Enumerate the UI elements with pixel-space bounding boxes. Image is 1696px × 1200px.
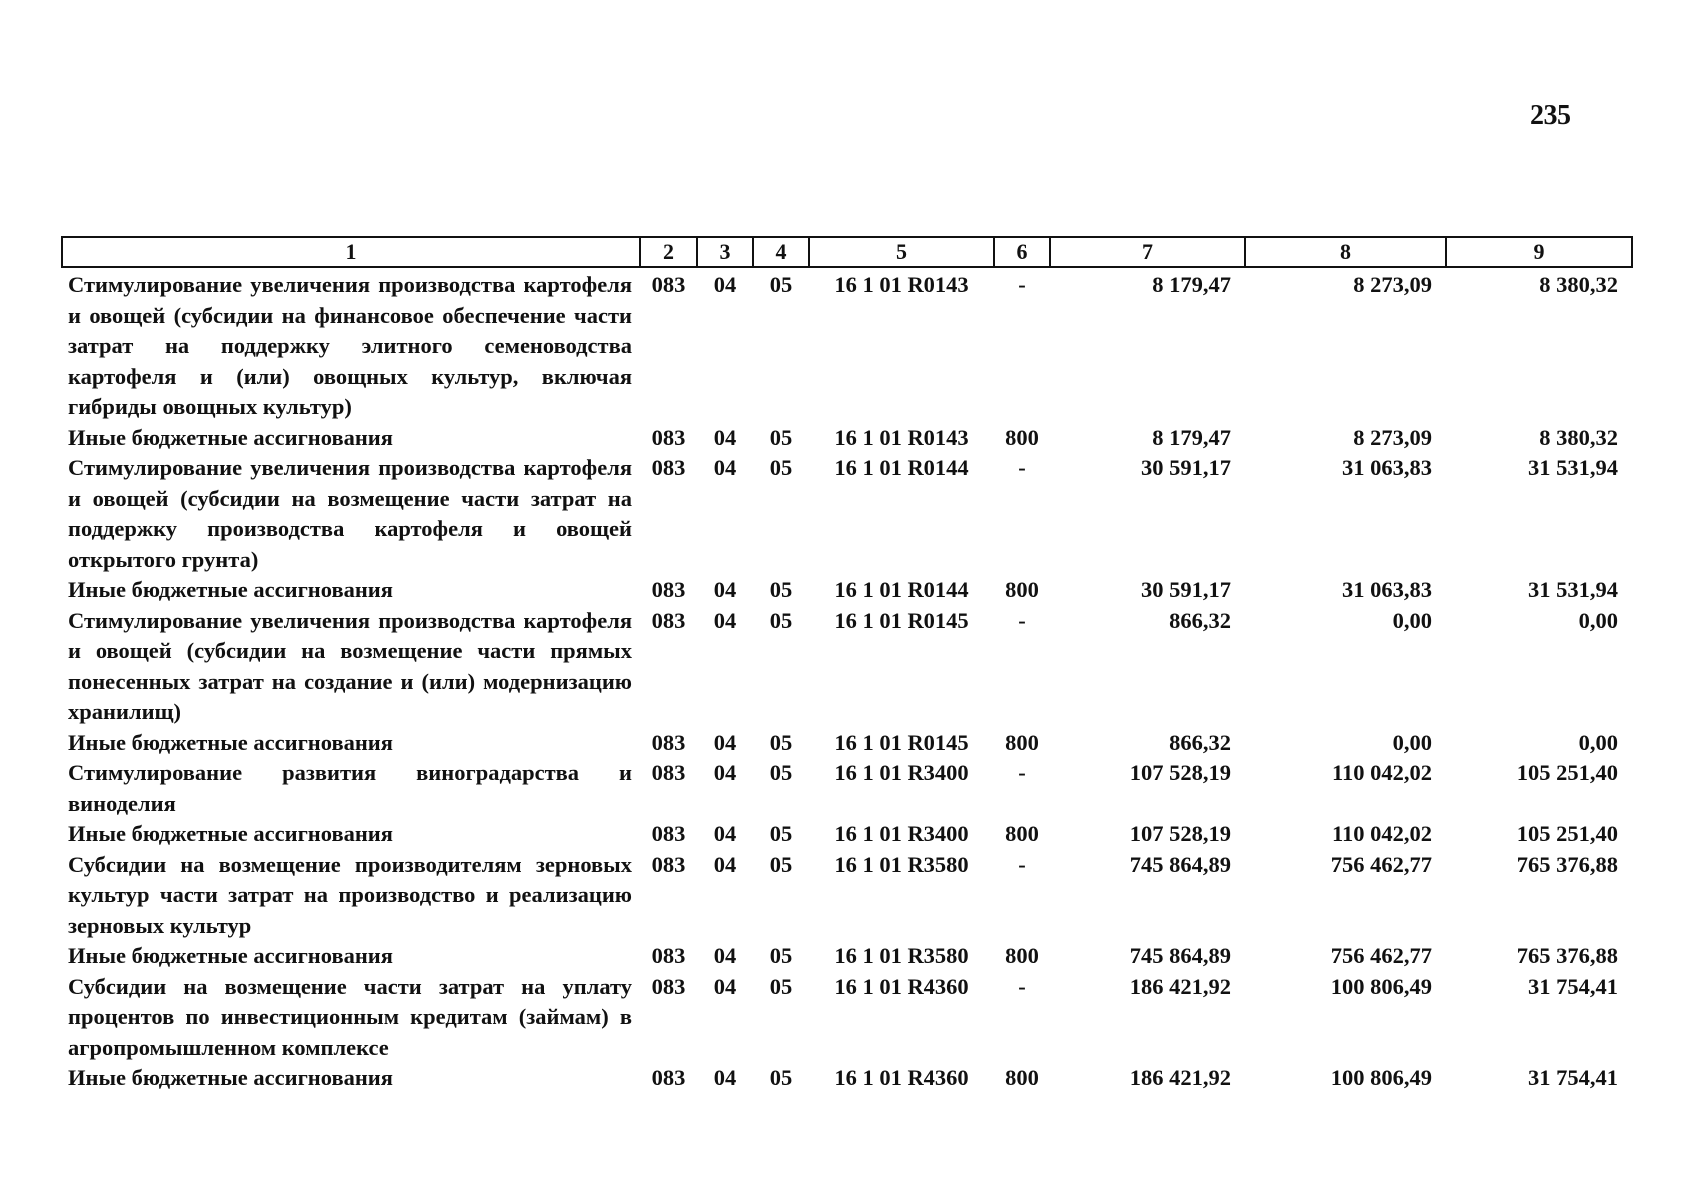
row-description: Стимулирование развития виноградарства и виноделия	[68, 760, 632, 816]
amount-column-7: 745 864,89	[1129, 851, 1231, 877]
department-code: 083	[651, 943, 686, 968]
table-row	[62, 1063, 1632, 1094]
section-code: 04	[713, 424, 737, 450]
table-row	[62, 606, 1632, 728]
amount-column-7: 186 421,92	[1129, 973, 1231, 999]
expense-type-code: 800	[1005, 821, 1039, 846]
amount-column-7: 186 421,92	[1129, 1065, 1231, 1090]
amount-column-9: 765 376,88	[1516, 943, 1618, 968]
department-code: 083	[651, 729, 686, 755]
expense-type-code: 800	[1005, 729, 1039, 755]
subsection-code: 05	[769, 424, 793, 450]
subsection-code: 05	[769, 729, 793, 755]
column-header: 8	[1245, 237, 1446, 267]
amount-column-9: 105 251,40	[1516, 821, 1618, 846]
department-code: 083	[651, 577, 686, 602]
row-description: Стимулирование увеличения производства картофеля и овощей (субсидии на финансовое обеспечение части затрат на поддержку элитного семеноводства картофеля и (или) овощных культур, включая гибриды овощных культур)	[68, 272, 632, 419]
target-article-code: 16 1 01 R0144	[834, 455, 969, 480]
department-code: 083	[651, 973, 686, 999]
expense-type-code: -	[1018, 760, 1026, 785]
department-code: 083	[651, 821, 686, 846]
section-code: 04	[713, 973, 737, 999]
table-header-row	[62, 237, 1632, 267]
section-code: 04	[713, 455, 737, 480]
section-code: 04	[713, 577, 737, 602]
column-header: 5	[809, 237, 994, 267]
section-code: 04	[713, 1065, 737, 1090]
table-row	[62, 267, 1632, 423]
amount-column-8: 31 063,83	[1342, 577, 1432, 602]
target-article-code: 16 1 01 R0143	[834, 424, 969, 450]
amount-column-9: 8 380,32	[1539, 272, 1618, 297]
table-body	[62, 267, 1632, 1094]
section-code: 04	[713, 607, 737, 633]
amount-column-9: 0,00	[1578, 607, 1618, 633]
subsection-code: 05	[769, 943, 793, 968]
target-article-code: 16 1 01 R0145	[834, 729, 969, 755]
column-header: 1	[62, 237, 640, 267]
amount-column-9: 105 251,40	[1516, 760, 1618, 785]
table-row	[62, 850, 1632, 942]
section-code: 04	[713, 851, 737, 877]
amount-column-7: 745 864,89	[1129, 943, 1231, 968]
expense-type-code: -	[1018, 607, 1026, 633]
amount-column-9: 765 376,88	[1516, 851, 1618, 877]
column-header: 4	[753, 237, 809, 267]
department-code: 083	[651, 607, 686, 633]
amount-column-7: 8 179,47	[1152, 424, 1231, 450]
target-article-code: 16 1 01 R3580	[834, 851, 969, 877]
department-code: 083	[651, 760, 686, 785]
row-description: Иные бюджетные ассигнования	[68, 729, 393, 755]
section-code: 04	[713, 760, 737, 785]
section-code: 04	[713, 729, 737, 755]
amount-column-7: 107 528,19	[1129, 760, 1231, 785]
row-description: Иные бюджетные ассигнования	[68, 577, 393, 602]
row-description: Иные бюджетные ассигнования	[68, 424, 393, 450]
table-row	[62, 453, 1632, 575]
amount-column-7: 107 528,19	[1129, 821, 1231, 846]
expense-type-code: -	[1018, 272, 1026, 297]
section-code: 04	[713, 943, 737, 968]
subsection-code: 05	[769, 455, 793, 480]
column-header: 6	[994, 237, 1050, 267]
target-article-code: 16 1 01 R0145	[834, 607, 969, 633]
amount-column-9: 31 531,94	[1528, 577, 1618, 602]
amount-column-8: 756 462,77	[1330, 851, 1432, 877]
target-article-code: 16 1 01 R3580	[834, 943, 969, 968]
amount-column-8: 756 462,77	[1330, 943, 1432, 968]
subsection-code: 05	[769, 973, 793, 999]
department-code: 083	[651, 1065, 686, 1090]
row-description: Иные бюджетные ассигнования	[68, 943, 393, 968]
column-header: 9	[1446, 237, 1632, 267]
amount-column-8: 8 273,09	[1353, 272, 1432, 297]
section-code: 04	[713, 272, 737, 297]
budget-table	[61, 236, 1633, 1094]
target-article-code: 16 1 01 R4360	[834, 973, 969, 999]
expense-type-code: 800	[1005, 1065, 1039, 1090]
target-article-code: 16 1 01 R3400	[834, 821, 969, 846]
department-code: 083	[651, 455, 686, 480]
amount-column-9: 8 380,32	[1539, 424, 1618, 450]
target-article-code: 16 1 01 R3400	[834, 760, 969, 785]
department-code: 083	[651, 424, 686, 450]
amount-column-7: 30 591,17	[1141, 577, 1231, 602]
row-description: Субсидии на возмещение производителям зерновых культур части затрат на производство и реализацию зерновых культур	[68, 851, 632, 938]
table-row	[62, 758, 1632, 819]
department-code: 083	[651, 851, 686, 877]
column-header: 7	[1050, 237, 1245, 267]
amount-column-8: 31 063,83	[1342, 455, 1432, 480]
target-article-code: 16 1 01 R4360	[834, 1065, 969, 1090]
table-row	[62, 819, 1632, 850]
subsection-code: 05	[769, 272, 793, 297]
column-header: 2	[640, 237, 697, 267]
section-code: 04	[713, 821, 737, 846]
expense-type-code: 800	[1005, 424, 1039, 450]
expense-type-code: -	[1018, 455, 1026, 480]
amount-column-7: 30 591,17	[1141, 455, 1231, 480]
subsection-code: 05	[769, 577, 793, 602]
row-description: Субсидии на возмещение части затрат на уплату процентов по инвестиционным кредитам (займам) в агропромышленном комплексе	[68, 973, 632, 1060]
row-description: Иные бюджетные ассигнования	[68, 1065, 393, 1090]
amount-column-7: 866,32	[1169, 729, 1231, 755]
table-row	[62, 575, 1632, 606]
amount-column-8: 8 273,09	[1353, 424, 1432, 450]
table-row	[62, 941, 1632, 972]
subsection-code: 05	[769, 760, 793, 785]
amount-column-8: 110 042,02	[1331, 821, 1432, 846]
table-row	[62, 972, 1632, 1064]
amount-column-8: 100 806,49	[1330, 973, 1432, 999]
amount-column-9: 31 754,41	[1528, 973, 1618, 999]
amount-column-8: 100 806,49	[1330, 1065, 1432, 1090]
table-row	[62, 728, 1632, 759]
amount-column-8: 0,00	[1392, 729, 1432, 755]
amount-column-9: 31 531,94	[1528, 455, 1618, 480]
subsection-code: 05	[769, 821, 793, 846]
row-description: Стимулирование увеличения производства картофеля и овощей (субсидии на возмещение части затрат на поддержку производства картофеля и овощей открытого грунта)	[68, 455, 632, 572]
amount-column-7: 866,32	[1169, 607, 1231, 633]
target-article-code: 16 1 01 R0143	[834, 272, 969, 297]
page-number: 235	[1530, 100, 1571, 131]
table-row	[62, 423, 1632, 454]
expense-type-code: -	[1018, 851, 1026, 877]
amount-column-8: 110 042,02	[1331, 760, 1432, 785]
amount-column-7: 8 179,47	[1152, 272, 1231, 297]
row-description: Стимулирование увеличения производства картофеля и овощей (субсидии на возмещение части прямых понесенных затрат на создание и (или) модернизацию хранилищ)	[68, 607, 632, 724]
target-article-code: 16 1 01 R0144	[834, 577, 969, 602]
expense-type-code: 800	[1005, 943, 1039, 968]
department-code: 083	[651, 272, 686, 297]
amount-column-8: 0,00	[1392, 607, 1432, 633]
row-description: Иные бюджетные ассигнования	[68, 821, 393, 846]
amount-column-9: 0,00	[1578, 729, 1618, 755]
subsection-code: 05	[769, 1065, 793, 1090]
subsection-code: 05	[769, 607, 793, 633]
amount-column-9: 31 754,41	[1528, 1065, 1618, 1090]
column-header: 3	[697, 237, 753, 267]
expense-type-code: -	[1018, 973, 1026, 999]
expense-type-code: 800	[1005, 577, 1039, 602]
subsection-code: 05	[769, 851, 793, 877]
